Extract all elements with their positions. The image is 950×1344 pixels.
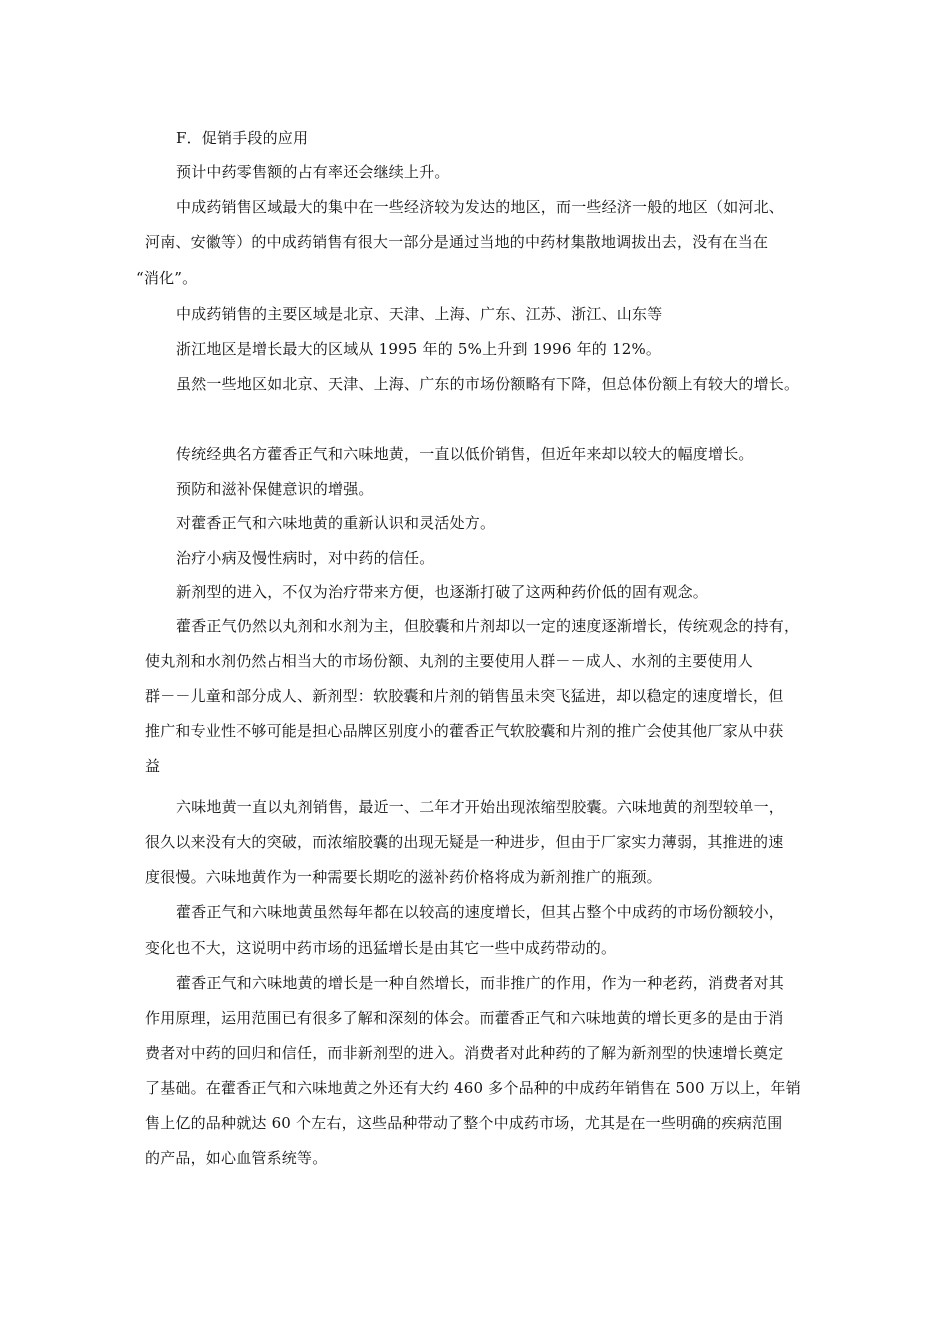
paragraph-line: “消化”。: [136, 269, 198, 287]
paragraph-line: 群－－儿童和部分成人、新剂型：软胶囊和片剂的销售虽未突飞猛进，却以稳定的速度增长，但: [145, 687, 784, 705]
section-heading: F．促销手段的应用: [176, 129, 309, 147]
paragraph-line: 中成药销售的主要区域是北京、天津、上海、广东、江苏、浙江、山东等: [176, 305, 663, 323]
paragraph-line: 售上亿的品种就达 60 个左右，这些品种带动了整个中成药市场，尤其是在一些明确的疾病范围: [145, 1114, 783, 1132]
paragraph-line: 益: [145, 757, 161, 775]
paragraph-line: 使丸剂和水剂仍然占相当大的市场份额、丸剂的主要使用人群－－成人、水剂的主要使用人: [145, 652, 754, 670]
paragraph-line: 度很慢。六味地黄作为一种需要长期吃的滋补药价格将成为新剂推广的瓶颈。: [145, 868, 662, 886]
paragraph-line: 藿香正气仍然以丸剂和水剂为主，但胶囊和片剂却以一定的速度逐渐增长，传统观念的持有，: [176, 617, 800, 635]
paragraph-line: 藿香正气和六味地黄的增长是一种自然增长，而非推广的作用，作为一种老药，消费者对其: [176, 974, 785, 992]
paragraph-line: 中成药销售区域最大的集中在一些经济较为发达的地区，而一些经济一般的地区（如河北、: [176, 198, 785, 216]
paragraph-line: 推广和专业性不够可能是担心品牌区别度小的藿香正气软胶囊和片剂的推广会使其他厂家从中获: [145, 722, 784, 740]
paragraph-line: 浙江地区是增长最大的区域从 1995 年的 5%上升到 1996 年的 12%。: [176, 340, 662, 358]
paragraph-line: 藿香正气和六味地黄虽然每年都在以较高的速度增长，但其占整个中成药的市场份额较小，: [176, 903, 785, 921]
paragraph-line: 的产品，如心血管系统等。: [145, 1149, 328, 1167]
paragraph-line: 很久以来没有大的突破，而浓缩胶囊的出现无疑是一种进步，但由于厂家实力薄弱，其推进的速: [145, 833, 784, 851]
paragraph-line: 河南、安徽等）的中成药销售有很大一部分是通过当地的中药材集散地调拔出去，没有在当在: [145, 233, 769, 251]
paragraph-line: 预防和滋补保健意识的增强。: [176, 480, 374, 498]
paragraph-line: 六味地黄一直以丸剂销售，最近一、二年才开始出现浓缩型胶囊。六味地黄的剂型较单一，: [176, 798, 785, 816]
paragraph-line: 对藿香正气和六味地黄的重新认识和灵活处方。: [176, 514, 496, 532]
paragraph-line: 变化也不大，这说明中药市场的迅猛增长是由其它一些中成药带动的。: [145, 939, 617, 957]
paragraph-line: 新剂型的进入，不仅为治疗带来方便，也逐渐打破了这两种药价低的固有观念。: [176, 583, 709, 601]
paragraph-line: 作用原理，运用范围已有很多了解和深刻的体会。而藿香正气和六味地黄的增长更多的是由于消: [145, 1009, 784, 1027]
paragraph-line: 预计中药零售额的占有率还会继续上升。: [176, 163, 450, 181]
paragraph-line: 费者对中药的回归和信任，而非新剂型的进入。消费者对此种药的了解为新剂型的快速增长奠定: [145, 1044, 784, 1062]
paragraph-line: 治疗小病及慢性病时，对中药的信任。: [176, 549, 435, 567]
paragraph-line: 了基础。在藿香正气和六味地黄之外还有大约 460 多个品种的中成药年销售在 500 万以上，年销: [145, 1079, 801, 1097]
paragraph-line: 传统经典名方藿香正气和六味地黄，一直以低价销售，但近年来却以较大的幅度增长。: [176, 445, 754, 463]
paragraph-line: 虽然一些地区如北京、天津、上海、广东的市场份额略有下降，但总体份额上有较大的增长。: [176, 375, 800, 393]
